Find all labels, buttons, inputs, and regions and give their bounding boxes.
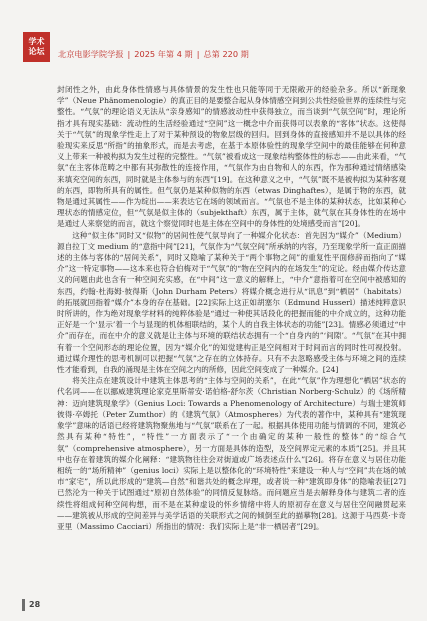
header-separator: | (127, 49, 131, 59)
section-tag-line2: 论坛 (28, 47, 45, 56)
section-tag (23, 32, 50, 62)
journal-issue: 2025 年第 4 期 (134, 49, 193, 59)
article-body (57, 84, 406, 532)
body-paragraph: 封闭性之外，由此身体性情感与具体情景的发生性也只能等同于无限敞开的经验杂多。所以“新现象学”（Neue Phänomenologie）的真正目的是要整合起从身体情感空间到公共性经验世界的连续性与完整性。“气氛”的理论语义无法从“亲身感知”的情感波动性中获得独立，而当谈到“气氛空间”时，理论所指才具有现实基础：流动性的生活经验通过“空间”这一概念中介而获得可以表象的“客体”状态。这使得关于“气氛”的现象学性走上了对于某种预设的物象层级的回归。回到身体的直接感知并不是以具体的经验现实来反思“所指”的抽象形式，而是去考虑，在基于本原体验性的现象学空间中的最佳能够在何种意义上带来一种被构拟为发生过程的完整性。“气氛”被看成这一现象结构整体性的标志——由此来看，“气氛”在主客体范畴之中都有其弥散性的连接作用，“气氛作为由自物和人的东西，作为那种通过情绪感染来填充空间的东西，同时就是主体参与的东西”[19]。在这种意义之中，“气氛”既不是被构拟为某种客观的东西，即物所具有的属性。但气氛仍是某种似物的东西（etwas Dinghaftes），是属于物的东西，就物是通过其属性——作为绽出——来表达它在场的领域而言。“气氛也不是主体的某种状态，比如某种心理状态的情感定位，但“气氛是似主体的（subjekthaft）东西，属于主体，就气氛在其身体性的在场中是通过人来察觉的而言，就这个察觉同时也是主体在空间中的身体性的处境感受而言”[20]。 (57, 85, 406, 229)
section-tag-line1: 学术 (28, 37, 45, 46)
body-paragraph: 将关注点在建筑设计中建筑主体思考的“主体与空间的关系”，在此“气氛”作为理想化“栖居”状态的代名词——在以挪威建筑理论家克里斯蒂安·诺伯格-舒尔茨（Christian Norberg-Schulz）的《场所精神：迈向建筑现象学》（Genius Loci: Towards a Phenomenology of Architecture）与瑞士建筑师彼得·卒姆托（Peter Zumthor）的《建筑气氛》（Atmospheres）为代表的著作中，某种具有“建筑现象学”意味的话语已经将建筑物聚焦地与“气氛”联系在了一起。根据具体使用功能与情调的不同，建筑必然具有某种“特性”，“特性”一方面表示了“一个由确定的某种一般性的整体”的“综合气氛”（comprehensive atmosphere），另一方面是具体的造型，及空间界定元素的本质”[25]。并且其中也存在着建筑的媒介化阐释：“建筑物往往会对街道或广场表述点什么”[26]。将存在意义与居住功能相统一的“场所精神”（genius loci）实际上是以整体化的“环境特性”来建设一种人与“空间”共在场的城市“家宅”，所以此形成的“建筑—自然”和谐共处的概念岸理，或者说一种“建筑即身体”的隐喻表征[27]已然沦为一种关于试图通过“原初自然体验”的同情反复脉络。而问题应当是去解释身体与建筑二者的连续性将组成何种空间构想，而不是在某种虚设的怀乡情绪中将人的原初存在意义与居住空间融贯起来——建筑被从形成的空间差异与美学话语的关联形式之间的倾倒至此的描摹物[28]。这源于马西莫·卡奇亚里（Massimo Cacciari）所指出的情况：我们实际上是“非一栖居者”[29]。 (57, 376, 406, 531)
journal-total-issue: 总第 220 期 (203, 49, 249, 59)
journal-name: 北京电影学院学报 (58, 49, 124, 59)
page-number: 28 (22, 599, 40, 611)
body-paragraph: 这种“似主体”同时又“似物”的居间性使气氛导向了一种媒介化状态：首先因为“媒介”（Medium）源自拉丁文 medium 的“意指中间”[21]，气氛作为“气氛空间”所承纳的内容，乃至现象学所一直正面描述的主体与客体的“居间关系”，同时又隐喻了某种关于“两个事物之间”的重复性平面修辞而指向了“媒介”这一特定事物——这本来也符合伯梅对于“气氛”的“物在空间内的在场发生”的定论。经由媒介传达意义的问题由此也含有一种空间充实感，在“中间”这一意义的解释上，“中介”意指着可在空间中被感知的东西，约翰·杜海姆·彼得斯（John Durham Peters）将媒介概念进行从“讯息”到“栖居”（habitats）的拓展就回指着“媒介”本身的存在基础。[22]实际上这正如胡塞尔（Edmund Husserl）描述纯粹意识时所讲的，作为绝对现象学材料的纯粹体验是“通过一种使其话段化的把握而能的中介成立的，这种功能正好是一个‘显示’着一个与显现的机体相联结的，某个人的自我主体状态的功能”[23]。情感必须通过“中介”而存在，而在中介的意义就是让主体与环境的联结状态拥有一个“自身内的”‘间隙’。“气氛”在其中拥有着一个空间形态的理论位置，因为“媒介化”的知觉建构正是空间相对于时间而言的同时性可视投射。通过媒介理性的思考机制可以把握“气氛”之存在的立体持存。只有不去忽略感受主体与环境之间的连续性才能看到，自我的涌现是主体在空间之内的所修，因此空间变成了一种媒介。[24] (57, 230, 406, 375)
journal-header (58, 49, 249, 59)
header-separator: | (196, 49, 200, 59)
